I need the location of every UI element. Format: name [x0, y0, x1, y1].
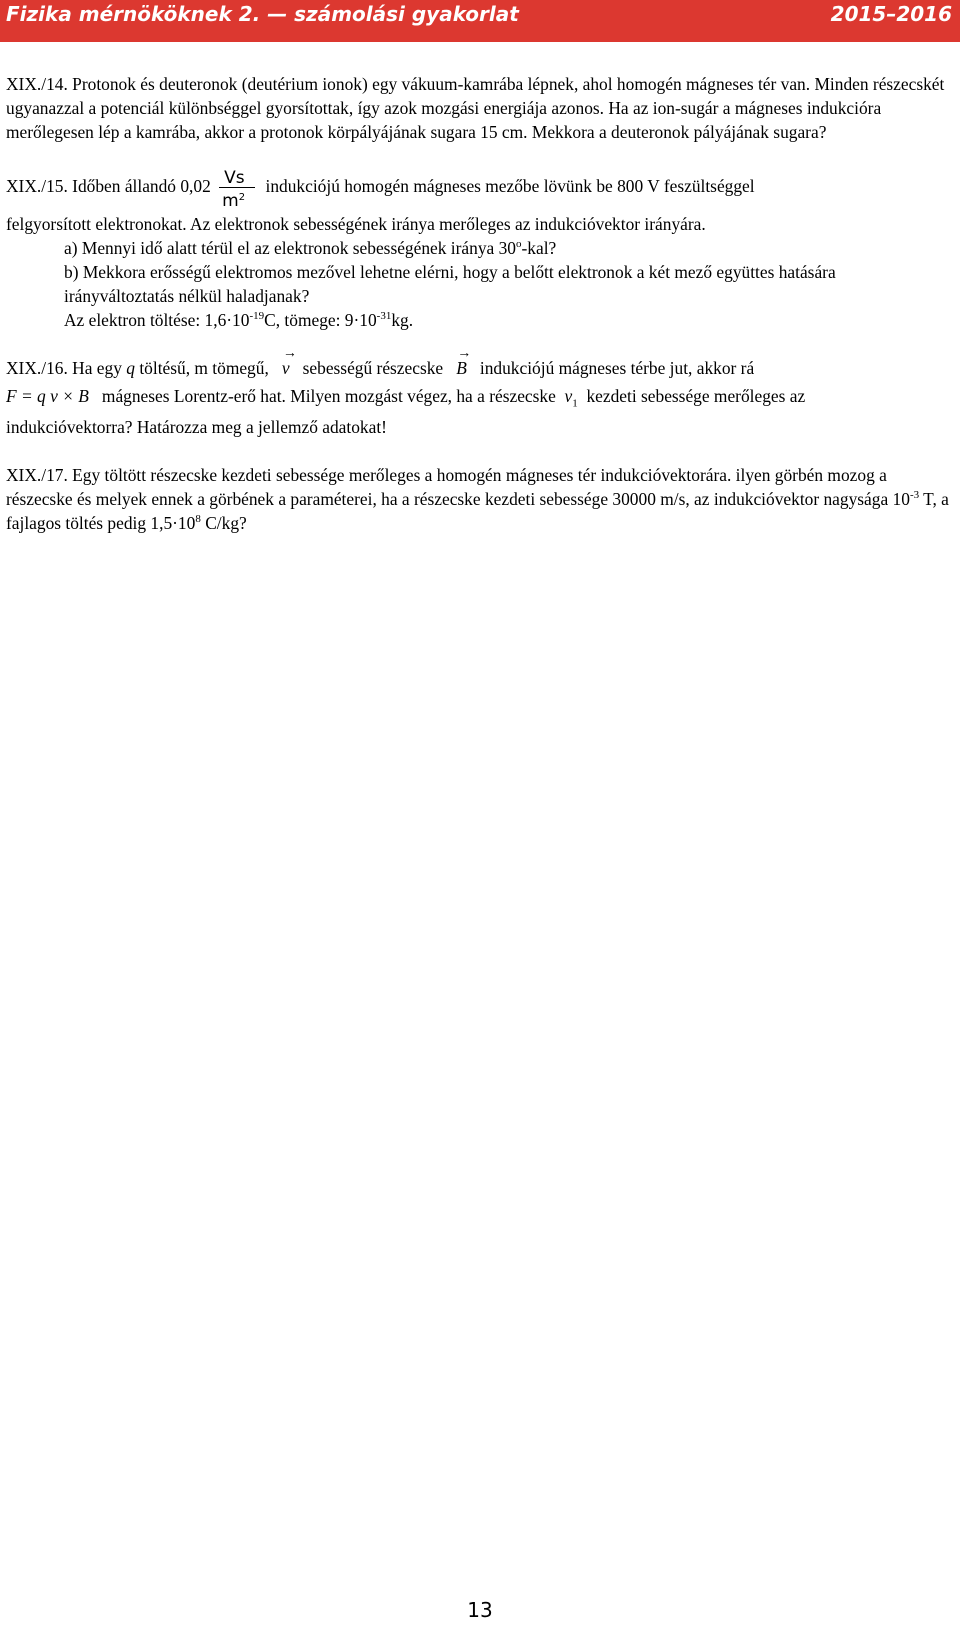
header-year: 2015–2016	[830, 2, 952, 26]
fraction-denominator: $m^2$	[222, 191, 246, 211]
problem-15-constants: Az elektron töltése: $1,6\cdot 10^{-19}C$, tömege: $9\cdot 10^{-31}kg$.	[64, 310, 414, 330]
charge-symbol: q	[126, 358, 135, 378]
problem-15-line2: felgyorsított elektronokat. Az elektronok sebességének iránya merőleges az indukcióvektor irányára.	[6, 214, 706, 234]
problem-15-intro: XIX./15. Időben állandó 0,02	[6, 176, 211, 196]
page-header	[0, 0, 960, 42]
page-number: 13	[467, 1598, 493, 1622]
problem-15-b: b) Mekkora erősségű elektromos mezővel lehetne elérni, hogy a belőtt elektronok a két mező együttes hatására irányváltoztatás nélkül haladjanak?	[64, 262, 836, 306]
fraction-numerator: Vs	[224, 168, 245, 188]
unit-fraction	[219, 168, 257, 211]
lorentz-formula: F = q v × B	[6, 386, 89, 406]
induction-vector: → B	[456, 346, 472, 378]
problem-14: XIX./14. Protonok és deuteronok (deutérium ionok) egy vákuum-kamrába lépnek, ahol homogén mágneses tér van. Minden részecskét ugyanazzal a potenciál különbséggel gyorsítottak, így azok mozgási energiája azonos. Ha az ion-sugár a mágneses indukcióra merőlegesen lép a kamrába, akkor a protonok körpályájának sugara 15 cm. Mekkora a deuteronok pályájának sugara?	[6, 74, 945, 142]
header-title: Fizika mérnököknek 2. — számolási gyakorlat	[6, 2, 519, 26]
problem-17: XIX./17. Egy töltött részecske kezdeti sebessége merőleges a homogén mágneses tér indukcióvektorára. ilyen görbén mozog a részecske és melyek ennek a görbének a paraméterei, ha a részecske kezdeti sebessége 30000 m/s, az indukcióvektor nagysága $10^{-3}$ T, a fajlagos töltés pedig $1,5\cdot 10^8$ C/kg?	[6, 465, 949, 534]
problem-15-a: a) Mennyi idő alatt térül el az elektronok sebességének iránya 30$^o$-kal?	[64, 238, 557, 258]
document-body	[6, 72, 950, 535]
velocity-vector: → v	[281, 346, 297, 378]
problem-15-intro-end: indukciójú homogén mágneses mezőbe lövünk be 800 V feszültséggel	[265, 176, 755, 196]
problem-16-line2: F = q v × B mágneses Lorentz-erő hat. Milyen mozgást végez, ha a részecske $v_1$ kezdeti sebessége merőleges az	[6, 386, 806, 410]
problem-16-line3: indukcióvektorra? Határozza meg a jellemző adatokat!	[6, 417, 387, 438]
initial-velocity: $v_1$	[564, 386, 578, 410]
problem-16-line1: XIX./16. Ha egy q töltésű, m tömegű, → v sebességű részecske → B indukciójú mágneses térbe jut, akkor rá	[6, 346, 755, 378]
problem-15-line1	[6, 168, 950, 211]
